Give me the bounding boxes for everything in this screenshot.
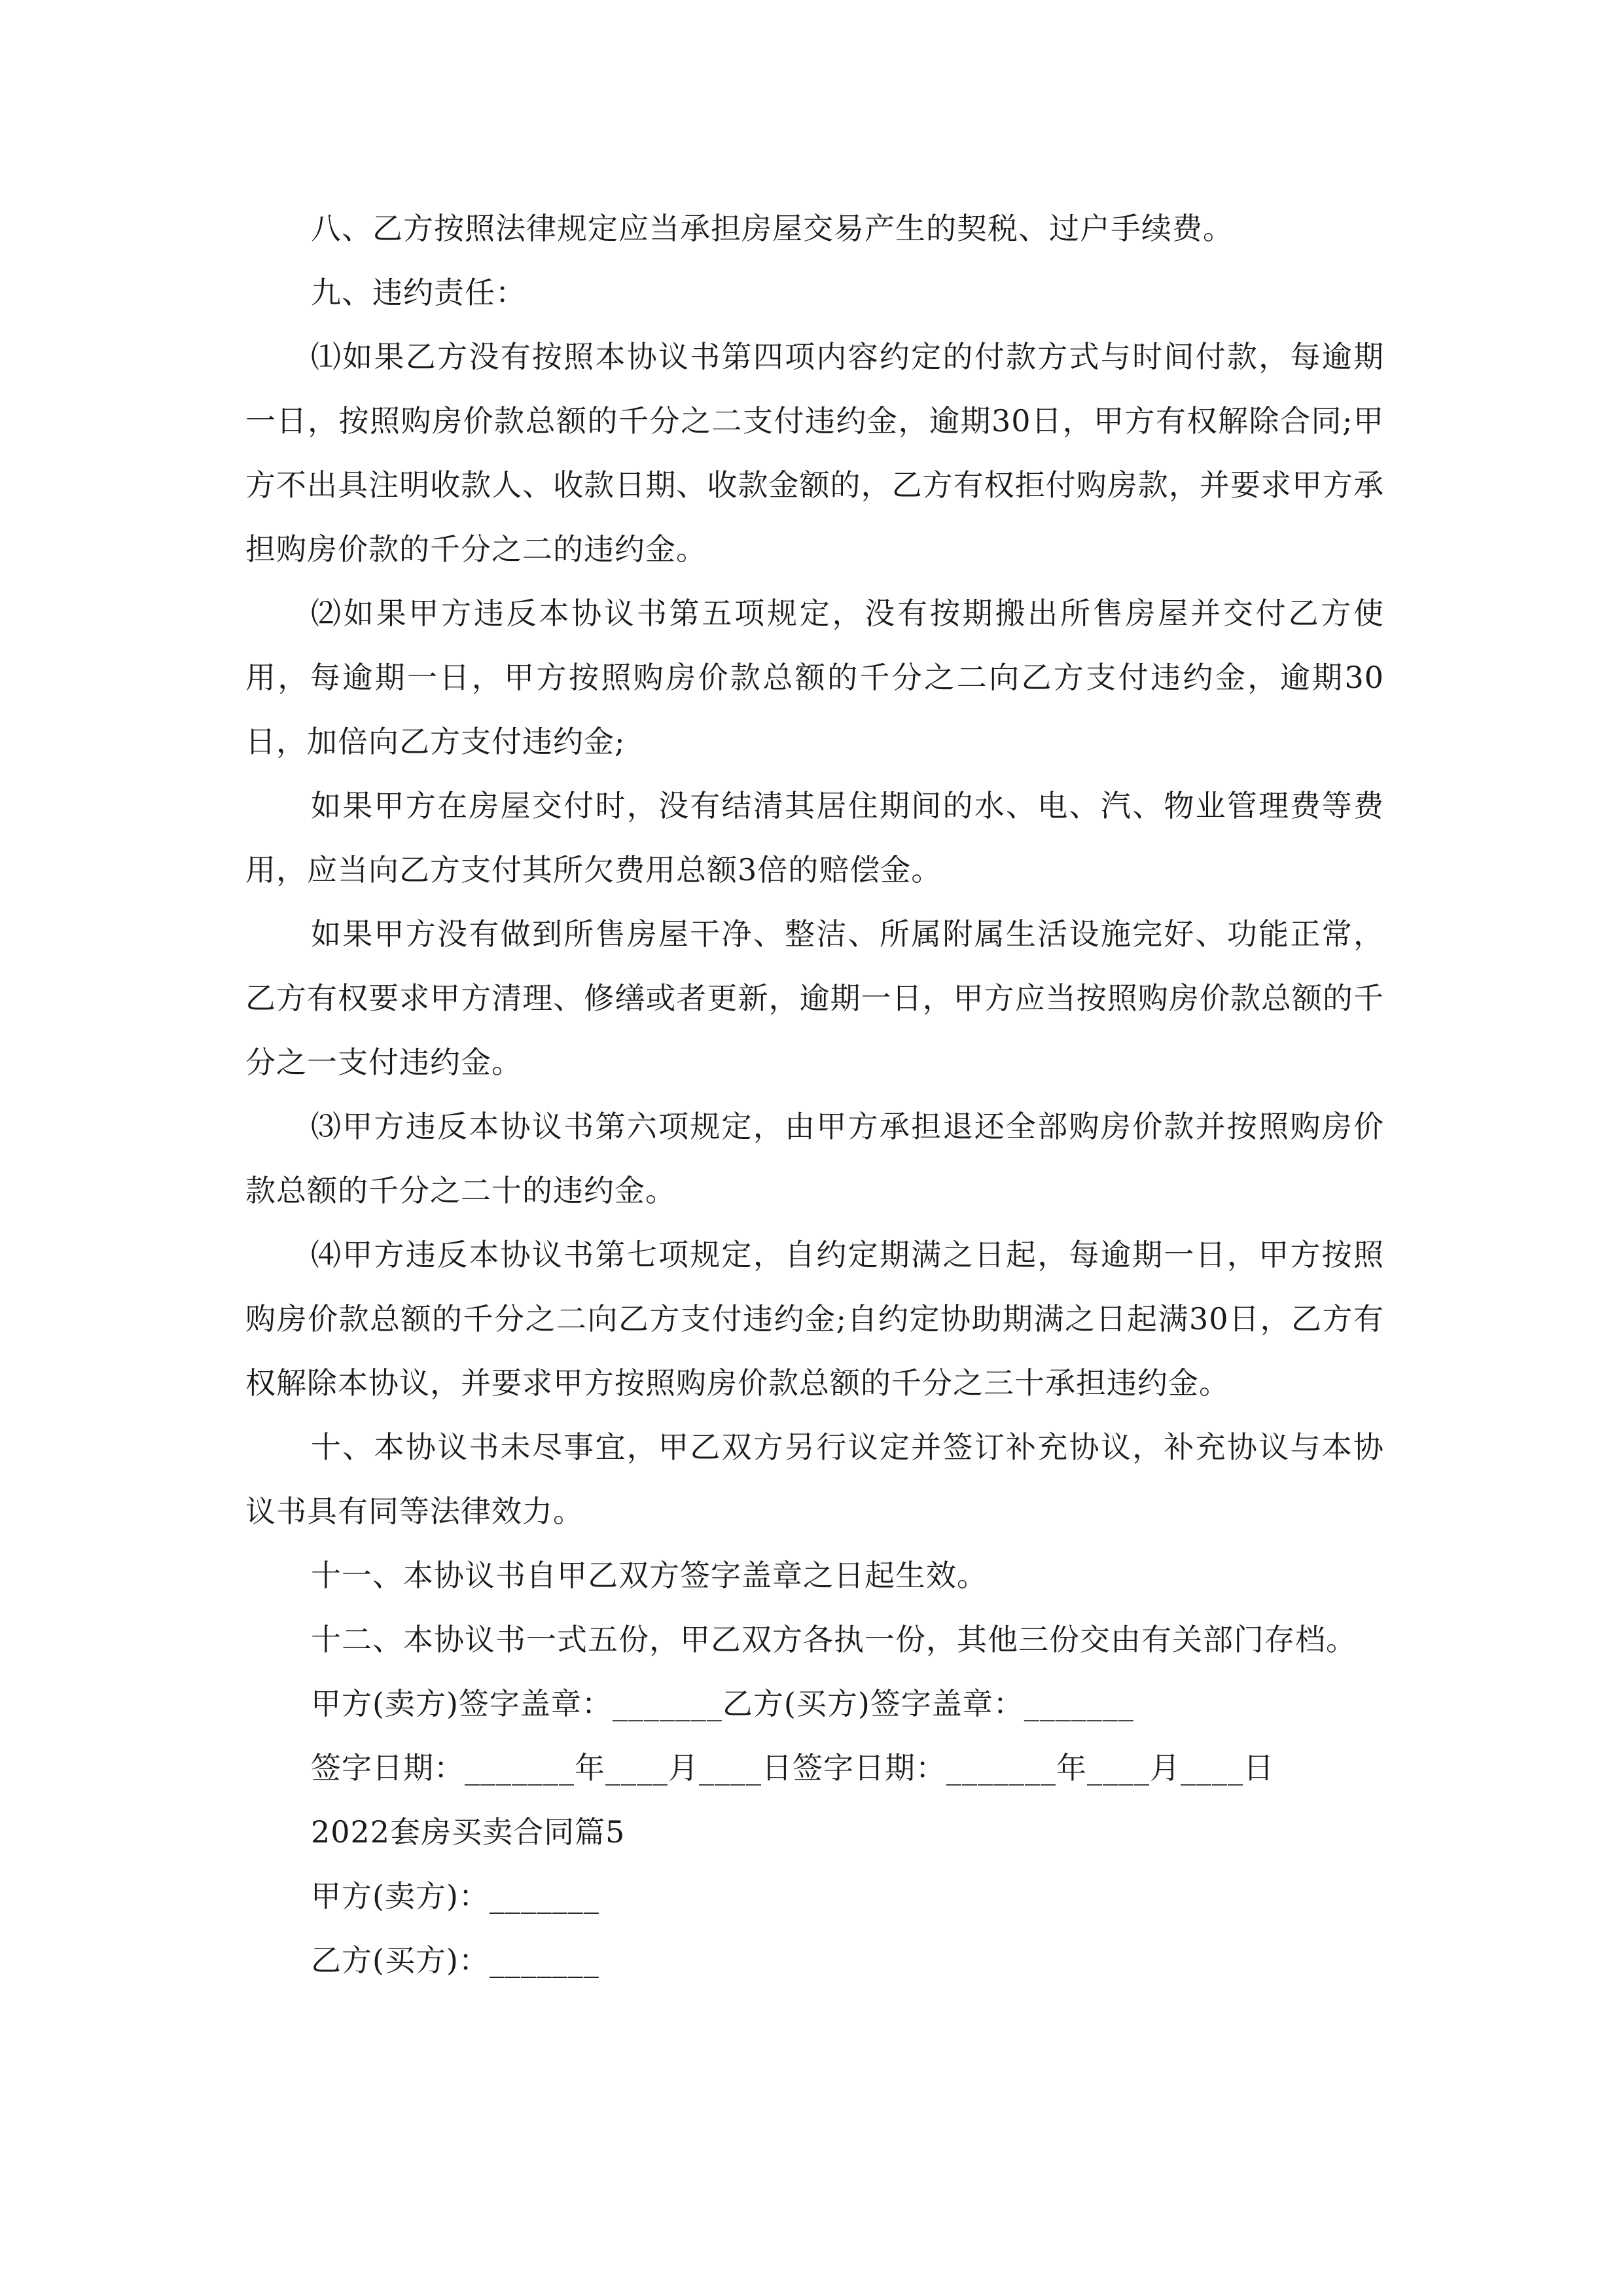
clause-9-item-3: ⑶甲方违反本协议书第六项规定，由甲方承担退还全部购房价款并按照购房价款总额的千分之二十的违约金。 <box>245 1109 1384 1208</box>
clause-8: 八、乙方按照法律规定应当承担房屋交易产生的契税、过户手续费。 <box>311 211 1234 246</box>
document-body <box>245 196 1384 1992</box>
clause-9-item-2-utilities: 如果甲方在房屋交付时，没有结清其居住期间的水、电、汽、物业管理费等费用，应当向乙方支付其所欠费用总额3倍的赔偿金。 <box>245 788 1384 888</box>
clause-9-item-1: ⑴如果乙方没有按照本协议书第四项内容约定的付款方式与时间付款，每逾期一日，按照购房价款总额的千分之二支付违约金，逾期30日，甲方有权解除合同;甲方不出具注明收款人、收款日期、收款金额的，乙方有权拒付购房款，并要求甲方承担购房价款的千分之二的违约金。 <box>245 339 1384 567</box>
clause-10: 十、本协议书未尽事宜，甲乙双方另行议定并签订补充协议，补充协议与本协议书具有同等法律效力。 <box>245 1429 1384 1529</box>
clause-12: 十二、本协议书一式五份，甲乙双方各执一份，其他三份交由有关部门存档。 <box>311 1622 1357 1657</box>
section-title: 2022套房买卖合同篇5 <box>311 1814 626 1850</box>
clause-9-heading: 九、违约责任： <box>311 275 526 310</box>
signature-line: 甲方(卖方)签字盖章：_______乙方(买方)签字盖章：_______ <box>311 1686 1134 1721</box>
signing-date-line: 签字日期：_______年____月____日签字日期：_______年____月____日 <box>311 1750 1274 1785</box>
party-a-line: 甲方(卖方)：_______ <box>311 1878 599 1914</box>
clause-9-item-4: ⑷甲方违反本协议书第七项规定，自约定期满之日起，每逾期一日，甲方按照购房价款总额的千分之二向乙方支付违约金;自约定协助期满之日起满30日，乙方有权解除本协议，并要求甲方按照购房价款总额的千分之三十承担违约金。 <box>245 1237 1384 1401</box>
party-b-line: 乙方(买方)：_______ <box>311 1943 599 1978</box>
clause-9-item-2: ⑵如果甲方违反本协议书第五项规定，没有按期搬出所售房屋并交付乙方使用，每逾期一日，甲方按照购房价款总额的千分之二向乙方支付违约金，逾期30日，加倍向乙方支付违约金; <box>245 596 1384 759</box>
clause-9-item-2-cleanliness: 如果甲方没有做到所售房屋干净、整洁、所属附属生活设施完好、功能正常，乙方有权要求甲方清理、修缮或者更新，逾期一日，甲方应当按照购房价款总额的千分之一支付违约金。 <box>245 916 1384 1080</box>
clause-11: 十一、本协议书自甲乙双方签字盖章之日起生效。 <box>311 1558 988 1593</box>
